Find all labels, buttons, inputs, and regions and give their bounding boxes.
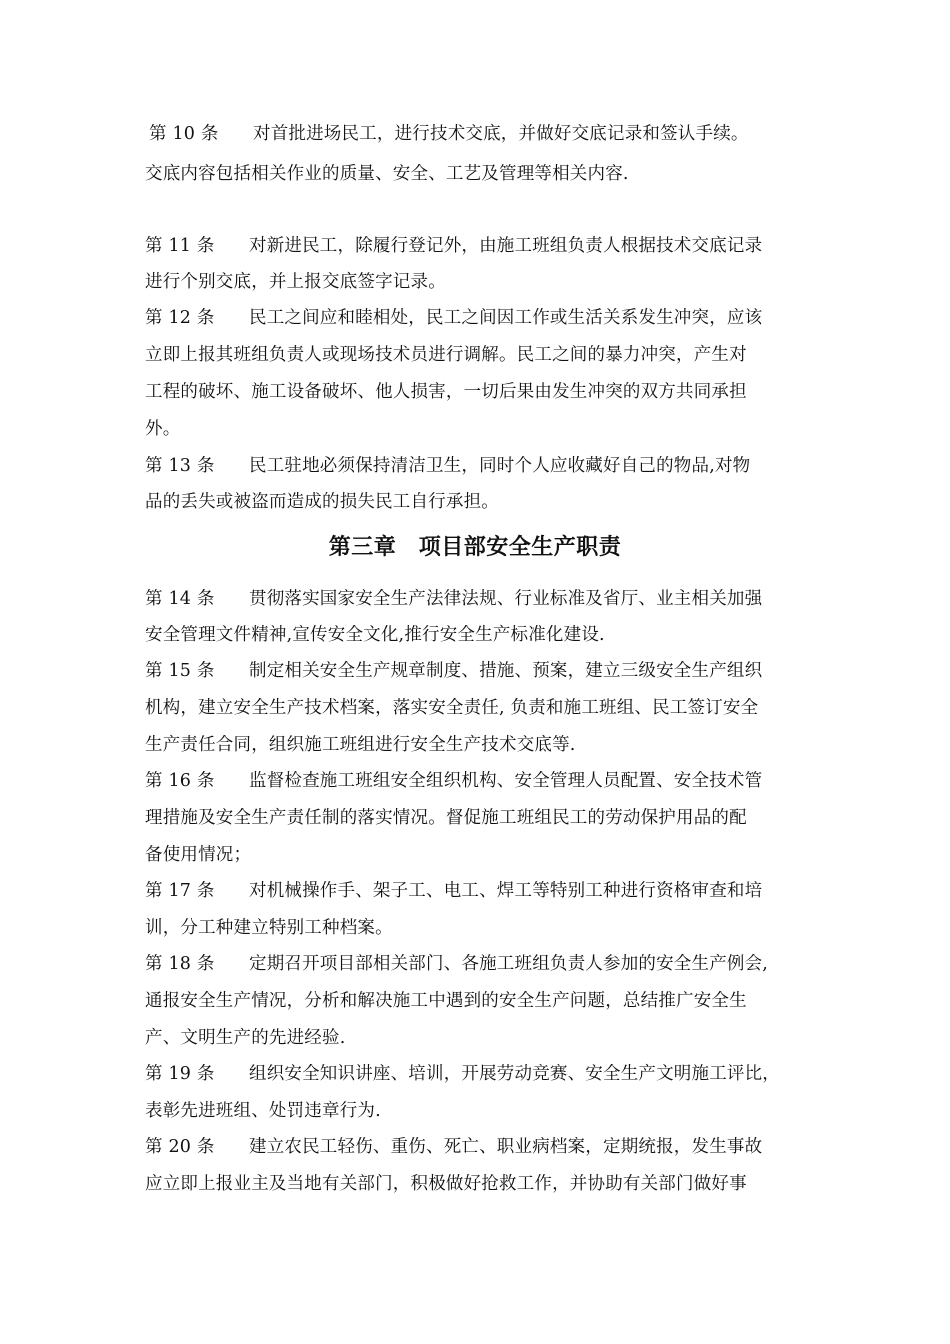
article-number: 第 16 条: [145, 771, 215, 791]
article-12-line-3: [145, 380, 747, 404]
article-11-line-1: [145, 234, 762, 258]
article-number: 第 13 条: [145, 456, 215, 476]
article-18-line-2: [145, 989, 747, 1013]
article-17-line-2: [145, 916, 393, 940]
article-number: 第 15 条: [145, 661, 215, 681]
article-text: 工程的破坏、施工设备破坏、他人损害，一切后果由发生冲突的双方共同承担: [145, 382, 747, 402]
article-text: 生产责任合同，组织施工班组进行安全生产技术交底等.: [145, 735, 576, 755]
article-10-line-1: [149, 122, 749, 146]
article-text: 安全管理文件精神,宣传安全文化,推行安全生产标准化建设.: [145, 625, 605, 645]
article-text: 组织安全知识讲座、培训，开展劳动竞赛、安全生产文明施工评比，: [249, 1064, 780, 1084]
article-text: 监督检查施工班组安全组织机构、安全管理人员配置、安全技术管: [249, 771, 763, 791]
article-19-line-1: [145, 1062, 780, 1086]
article-number: 第 19 条: [145, 1064, 215, 1084]
article-17-line-1: [145, 879, 762, 903]
article-20-line-1: [145, 1135, 762, 1159]
article-number: 第 10 条: [149, 124, 219, 144]
article-text: 产、文明生产的先进经验.: [145, 1028, 346, 1048]
article-text: 对首批进场民工，进行技术交底，并做好交底记录和签认手续。: [253, 124, 749, 144]
article-20-line-2: [145, 1172, 747, 1196]
article-number: 第 17 条: [145, 881, 215, 901]
article-text: 通报安全生产情况，分析和解决施工中遇到的安全生产问题，总结推广安全生: [145, 991, 747, 1011]
chapter-heading: 第三章 项目部安全生产职责: [328, 535, 622, 560]
article-text: 立即上报其班组负责人或现场技术员进行调解。民工之间的暴力冲突，产生对: [145, 345, 747, 365]
article-text: 表彰先进班组、处罚违章行为.: [145, 1101, 381, 1121]
article-16-line-1: [145, 769, 762, 793]
article-number: 第 11 条: [145, 236, 215, 256]
article-text: 应立即上报业主及当地有关部门，积极做好抢救工作，并协助有关部门做好事: [145, 1174, 747, 1194]
article-18-line-1: [145, 952, 768, 976]
article-15-line-1: [145, 659, 762, 683]
article-12-line-4: [145, 417, 180, 441]
article-18-line-3: [145, 1026, 345, 1050]
article-number: 第 12 条: [145, 308, 215, 328]
article-14-line-2: [145, 623, 605, 647]
article-text: 对机械操作手、架子工、电工、焊工等特别工种进行资格审查和培: [249, 881, 763, 901]
article-text: 进行个别交底，并上报交底签字记录。: [145, 272, 446, 292]
article-text: 民工之间应和睦相处，民工之间因工作或生活关系发生冲突，应该: [249, 308, 763, 328]
article-text: 对新进民工，除履行登记外，由施工班组负责人根据技术交底记录: [249, 236, 763, 256]
article-text: 贯彻落实国家安全生产法律法规、行业标准及省厅、业主相关加强: [249, 589, 763, 609]
article-15-line-3: [145, 733, 576, 757]
article-16-line-3: [145, 843, 251, 867]
article-text: 制定相关安全生产规章制度、措施、预案，建立三级安全生产组织: [249, 661, 763, 681]
article-text: 定期召开项目部相关部门、各施工班组负责人参加的安全生产例会,: [249, 954, 769, 974]
article-text: 理措施及安全生产责任制的落实情况。督促施工班组民工的劳动保护用品的配: [145, 808, 747, 828]
article-number: 第 14 条: [145, 589, 215, 609]
article-10-line-2: [145, 162, 629, 186]
article-19-line-2: [145, 1099, 381, 1123]
article-16-line-2: [145, 806, 747, 830]
article-number: 第 18 条: [145, 954, 215, 974]
article-text: 外。: [145, 419, 181, 439]
article-text: 训，分工种建立特别工种档案。: [145, 918, 393, 938]
article-text: 备使用情况；: [145, 845, 252, 865]
article-12-line-1: [145, 306, 762, 330]
article-text: 建立农民工轻伤、重伤、死亡、职业病档案，定期统报，发生事故: [249, 1137, 763, 1157]
article-text: 机构，建立安全生产技术档案，落实安全责任, 负责和施工班组、民工签订安全: [145, 698, 759, 718]
article-text: 民工驻地必须保持清洁卫生，同时个人应收藏好自己的物品,对物: [249, 456, 751, 476]
article-14-line-1: [145, 587, 762, 611]
article-11-line-2: [145, 270, 446, 294]
article-13-line-1: [145, 454, 750, 478]
article-text: 品的丢失或被盗而造成的损失民工自行承担。: [145, 492, 499, 512]
article-number: 第 20 条: [145, 1137, 215, 1157]
article-15-line-2: [145, 696, 758, 720]
article-12-line-2: [145, 343, 747, 367]
article-13-line-2: [145, 490, 499, 514]
article-text: 交底内容包括相关作业的质量、安全、工艺及管理等相关内容.: [145, 164, 629, 184]
